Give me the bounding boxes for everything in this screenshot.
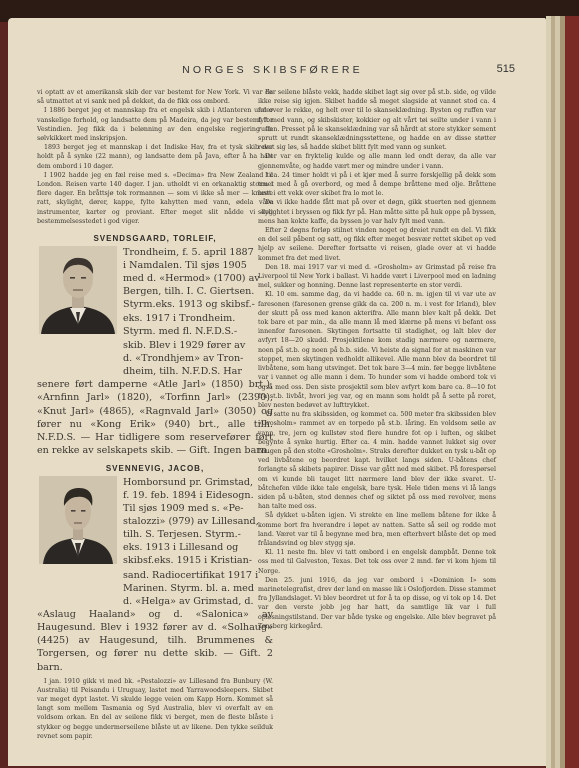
story-paragraph: Den 25. juni 1916, da jeg var ombord i «Dominion I» som marinetelegrafist, drev der land en masse lik i Oslofjorden. Disse stammet fra Jyllandslaget. Vi blev beordret ut for å ta op disse, og vi tok op 14. Det var den verste jobb jeg har hatt, da samtlige lik var i full opløsningstilstand. Der var både tyske og engelske. Alle blev begravet på Tønsberg kirkegård. (258, 576, 496, 630)
story-paragraph: I ca. 24 timer holdt vi på i et kjør med å surre forskjellig på dekk som truet med å gå overbord, og med å dempe bråttene med olje. Bråttene brøt i ett vekk over skibet fra lo mot le. (258, 171, 496, 198)
story-paragraph: Kl. 11 neste fm. blev vi tatt ombord i en engelsk dampbåt. Denne tok oss med til Galveston, Texas. Det tok oss over 2 mnd. før vi kom hjem til Norge. (258, 549, 496, 575)
running-header (30, 64, 515, 80)
intro-paragraph: vi optatt av et amerikansk skib der var bestemt for New York. Vi var da så utmattet at vi sank ned på dekket, da de fikk oss ombord. (37, 89, 273, 106)
portrait-photo (39, 246, 117, 334)
bio-line: skibsf.eks. 1915 i Kristian- (123, 555, 253, 567)
bio-line: Styrm.eks. 1913 og skibsf.- (123, 299, 255, 311)
story-paragraph: I jan. 1910 gikk vi med bk. «Pestalozzi» av Lillesand fra Bunbury (W. Australia) til Peisandu i Uruguay, lastet med Yarrawoodsleepers. Skibet var meget dypt lastet. Vi skulde legge veien om Kapp Horn. Kommet så langt som mellem Tasmania og Syd Australia, blev vi overfalt av en voldsom orkan. En del av seilene fikk vi berget, men de fleste blåste i stykker og begge undermerseilene blåste ut av likene. Den tykke seilduk revnet som papir. (37, 677, 273, 740)
story-paragraph: Den 18. mai 1917 var vi med d. «Grosholm» av Grimstad på reise fra Liverpool til New York i ballast. Vi hadde vært i Liverpool med en ladning mel, sukker og honning. Denne last representerte en stor verdi. (258, 263, 496, 290)
bio-line: skib. Blev i 1929 fører av (123, 340, 246, 352)
bio-line: med d. «Hermod» (1700) av (123, 273, 260, 285)
left-column (37, 88, 273, 741)
bio-line: Marinen. Styrm. bl. a. med (123, 582, 255, 594)
running-title: NORGES SKIBSFØRERE (182, 64, 363, 76)
bio-photo-block (37, 246, 273, 339)
bio-continued: «Aslaug Haaland» og d. «Salonica» av Haugesund. Blev i 1932 fører av d. «Solhaug» (4425) av Haugesund, tilh. Brummenes & Torgersen, og fører nu dette skib. — Gift. 2 barn. (37, 609, 273, 673)
story-paragraph: Vi satte nu fra skibssiden, og kommet ca. 500 meter fra skibssiden blev «Grosholm» rammet av en torpedo på st.b. låring. En voldsom søile av vann, tre, jern og kullstøv stod flere hundre fot op i luften, og skibet begynte å synke hurtig. Efter ca. 4 min. hadde vannet lukket sig over baugen på den stolte «Grosholm». Straks derefter dukket en tysk u-båt op ved livbåtene og beordret kapt. hvilket langs siden. U-båtens chef forlangte så skibets papirer. Disse var gått ned med skibet. På forespørsel om vi kunde bli tauget litt nærmere land blev der ikke svaret. U-båtchefen vilde ikke tale engelsk, bare tysk. Hele tiden mens vi lå langs siden på u-båten, stod dennes chef og siktet på oss med revolver, mens han talte med oss. (258, 411, 496, 511)
bio-line: sand. Radiocertifikat 1917 i (123, 569, 259, 581)
story-paragraph: Der var en fryktelig kulde og alle mann led ondt derav, da alle var gjennemvåte, og hadde vært mer og mindre under i vann. (258, 153, 496, 170)
page-number: 515 (496, 63, 515, 75)
portrait-photo (39, 476, 117, 564)
bio-line: dheim, tilh. N.F.D.S. Har (123, 366, 242, 378)
intro-paragraph: I 1902 hadde jeg en fæl reise med s. «Decima» fra New Zealand til London. Reisen varte 140 dager. I jan. utholdt vi en orkanaktig storm i flere dager. En bråttsjø tok rormannen — som vi ikke så mer — knuste ratt, skylight, dører, kappe, fylte kahytten med vann, ødela våre instrumenter, karter og proviant. Efter meget slit nådde vi dog bestemmelsesstedet i god viger. (37, 171, 273, 225)
bio-line: eks. 1913 i Lillesand og (123, 542, 239, 554)
bio-photo-block (37, 476, 273, 569)
story-paragraph: Så dykket u-båten igjen. Vi strekte en line mellem båtene for ikke å komme bort fra hverandre i løpet av natten. Satte så seil og rodde mot land. Været var til å begynne med bra, men efterhvert blåste det op med frålandsvind og blev stygg sjø. (258, 512, 496, 547)
bio-heading: SVENNEVIG, JACOB, (105, 463, 205, 473)
intro-paragraph: 1893 berget jeg et mannskap i det Indiske Hav, fra et tysk skib der holdt på å synke (22 mann), og landsatte dem på Java, efter å ha hatt dem ombord i 10 dager. (37, 144, 273, 170)
story-paragraph: Kl. 10 em. samme dag, da vi hadde ca. 60 n. m. igjen til vi var ute av faresonen (faresonen grense gikk da ca. 200 n. m. i vest for Irland), blev der skutt på oss med kanon akterifra. Alle mann blev kalt på dekk. Det tok bare et par min., da alle mann lå med klærne på mens vi befant oss innenfor faresonen. Skytingen fortsatte til stadighet, og lalt blev der avfyrt 18—20 skudd. Prosjektilene kom stadig nærmere og nærmere, noen på st.b. og noen på b.b. side. Vi heiste da signal for at maskinen var stoppet, men skytingen vedholdt allikevel. Alle mann blev da beordret til livbåtene, som hang utsvinget. Det tok bare 3—4 min. før begge livbåtene var i vannet og alle mann i dem. To hunder som vi hadde ombord tok vi også med oss. Den siste prosjektil som blev avfyrt kom bare ca. 8—10 fot fra st.b. livbåt, hvori jeg var, og en mann som holdt på å sette på roret, blev nesten bedøvet av lufttrykket. (258, 291, 496, 409)
story-paragraph: Før seilene blåste vekk, hadde skibet lagt sig over på st.b. side, og vilde ikke reise sig igjen. Skibet hadde så meget slagside at vannet stod ca. 4 fot over le rekke, og helt over til lo skanseklædning. Bysten og ruffen var fylt med vann, og skibskister, kokkier og alt vårt tøi seilte under i vann i ruffen. Presset på le skanseklædning var så hårdt at store stykker sement sprutt ut rundt skanseklædningsstøttene, og hadde en av disse støtter revet sig løs, så hadde skibet blitt fylt med vann og sunket. (258, 89, 496, 152)
story-paragraph: Da vi ikke hadde fått mat på over et døgn, gikk stuerten ned gjennem skylightet i bryssen og fikk fyr på. Han måtte sitte på huk oppe på byssen, mens han kokte kaffe, da byssen jo var halv fylt med vann. (258, 199, 496, 225)
bio-line: Til sjøs 1909 med s. «Pe- (123, 503, 244, 515)
bio-line: f. 19. feb. 1894 i Eidesogn. (123, 489, 254, 501)
bio-line: d. «Trondhjem» av Tron- (123, 353, 244, 365)
bio-continued: senere ført damperne «Atle Jarl» (1850) brt.), «Arnfinn Jarl» (1820), «Torfinn Jarl» (2390), «Knut Jarl» (4865), «Ragnvald Jarl» (3050) og fører nu «Kong Erik» (940) brt., alle tilh. N.F.D.S. — Har tidligere som reservefører ført en rekke av selskapets skib. — Gift. Ingen barn. (37, 379, 273, 456)
bio-line: Homborsund pr. Grimstad, (123, 476, 254, 488)
bio-line: Styrm. med fl. N.F.D.S.- (123, 325, 238, 337)
bio-line: eks. 1917 i Trondheim. (123, 312, 236, 324)
bio-line: tilh. S. Terjesen. Styrm.- (123, 529, 241, 541)
bio-line: i Namdalen. Til sjøs 1905 (123, 260, 247, 272)
bio-line: stalozzi» (979) av Lillesand, (123, 516, 259, 528)
right-column (258, 88, 496, 631)
page-edge-stack (546, 16, 579, 768)
story-paragraph: Efter 2 døgns forløp stilnet vinden noget og dreiet rundt en del. Vi fikk en del seil påbent og satt, og fikk efter meget besvær rettet skibet op ved hjelp av seilene. Derefter fortsatte vi reisen, glade over at vi hadde kommet fra det med livet. (258, 227, 496, 262)
bio-line: d. «Helga» av Grimstad, d. (123, 596, 254, 608)
bio-heading: SVENDSGAARD, TORLEIF, (93, 234, 217, 244)
bio-line: Bergen, tilh. I. C. Giertsen. (123, 286, 255, 298)
bio-line: Trondheim, f. 5. april 1887 (123, 247, 254, 259)
intro-paragraph: I 1886 berget jeg et mannskap fra et engelsk skib i Atlanteren under vanskelige forhold, og landsatte dem på Madeira, da jeg var bestemt for Vestindien. Jeg fikk da i belønning av den engelske regjering en sølvkikkert med inskripsjon. (37, 107, 273, 143)
